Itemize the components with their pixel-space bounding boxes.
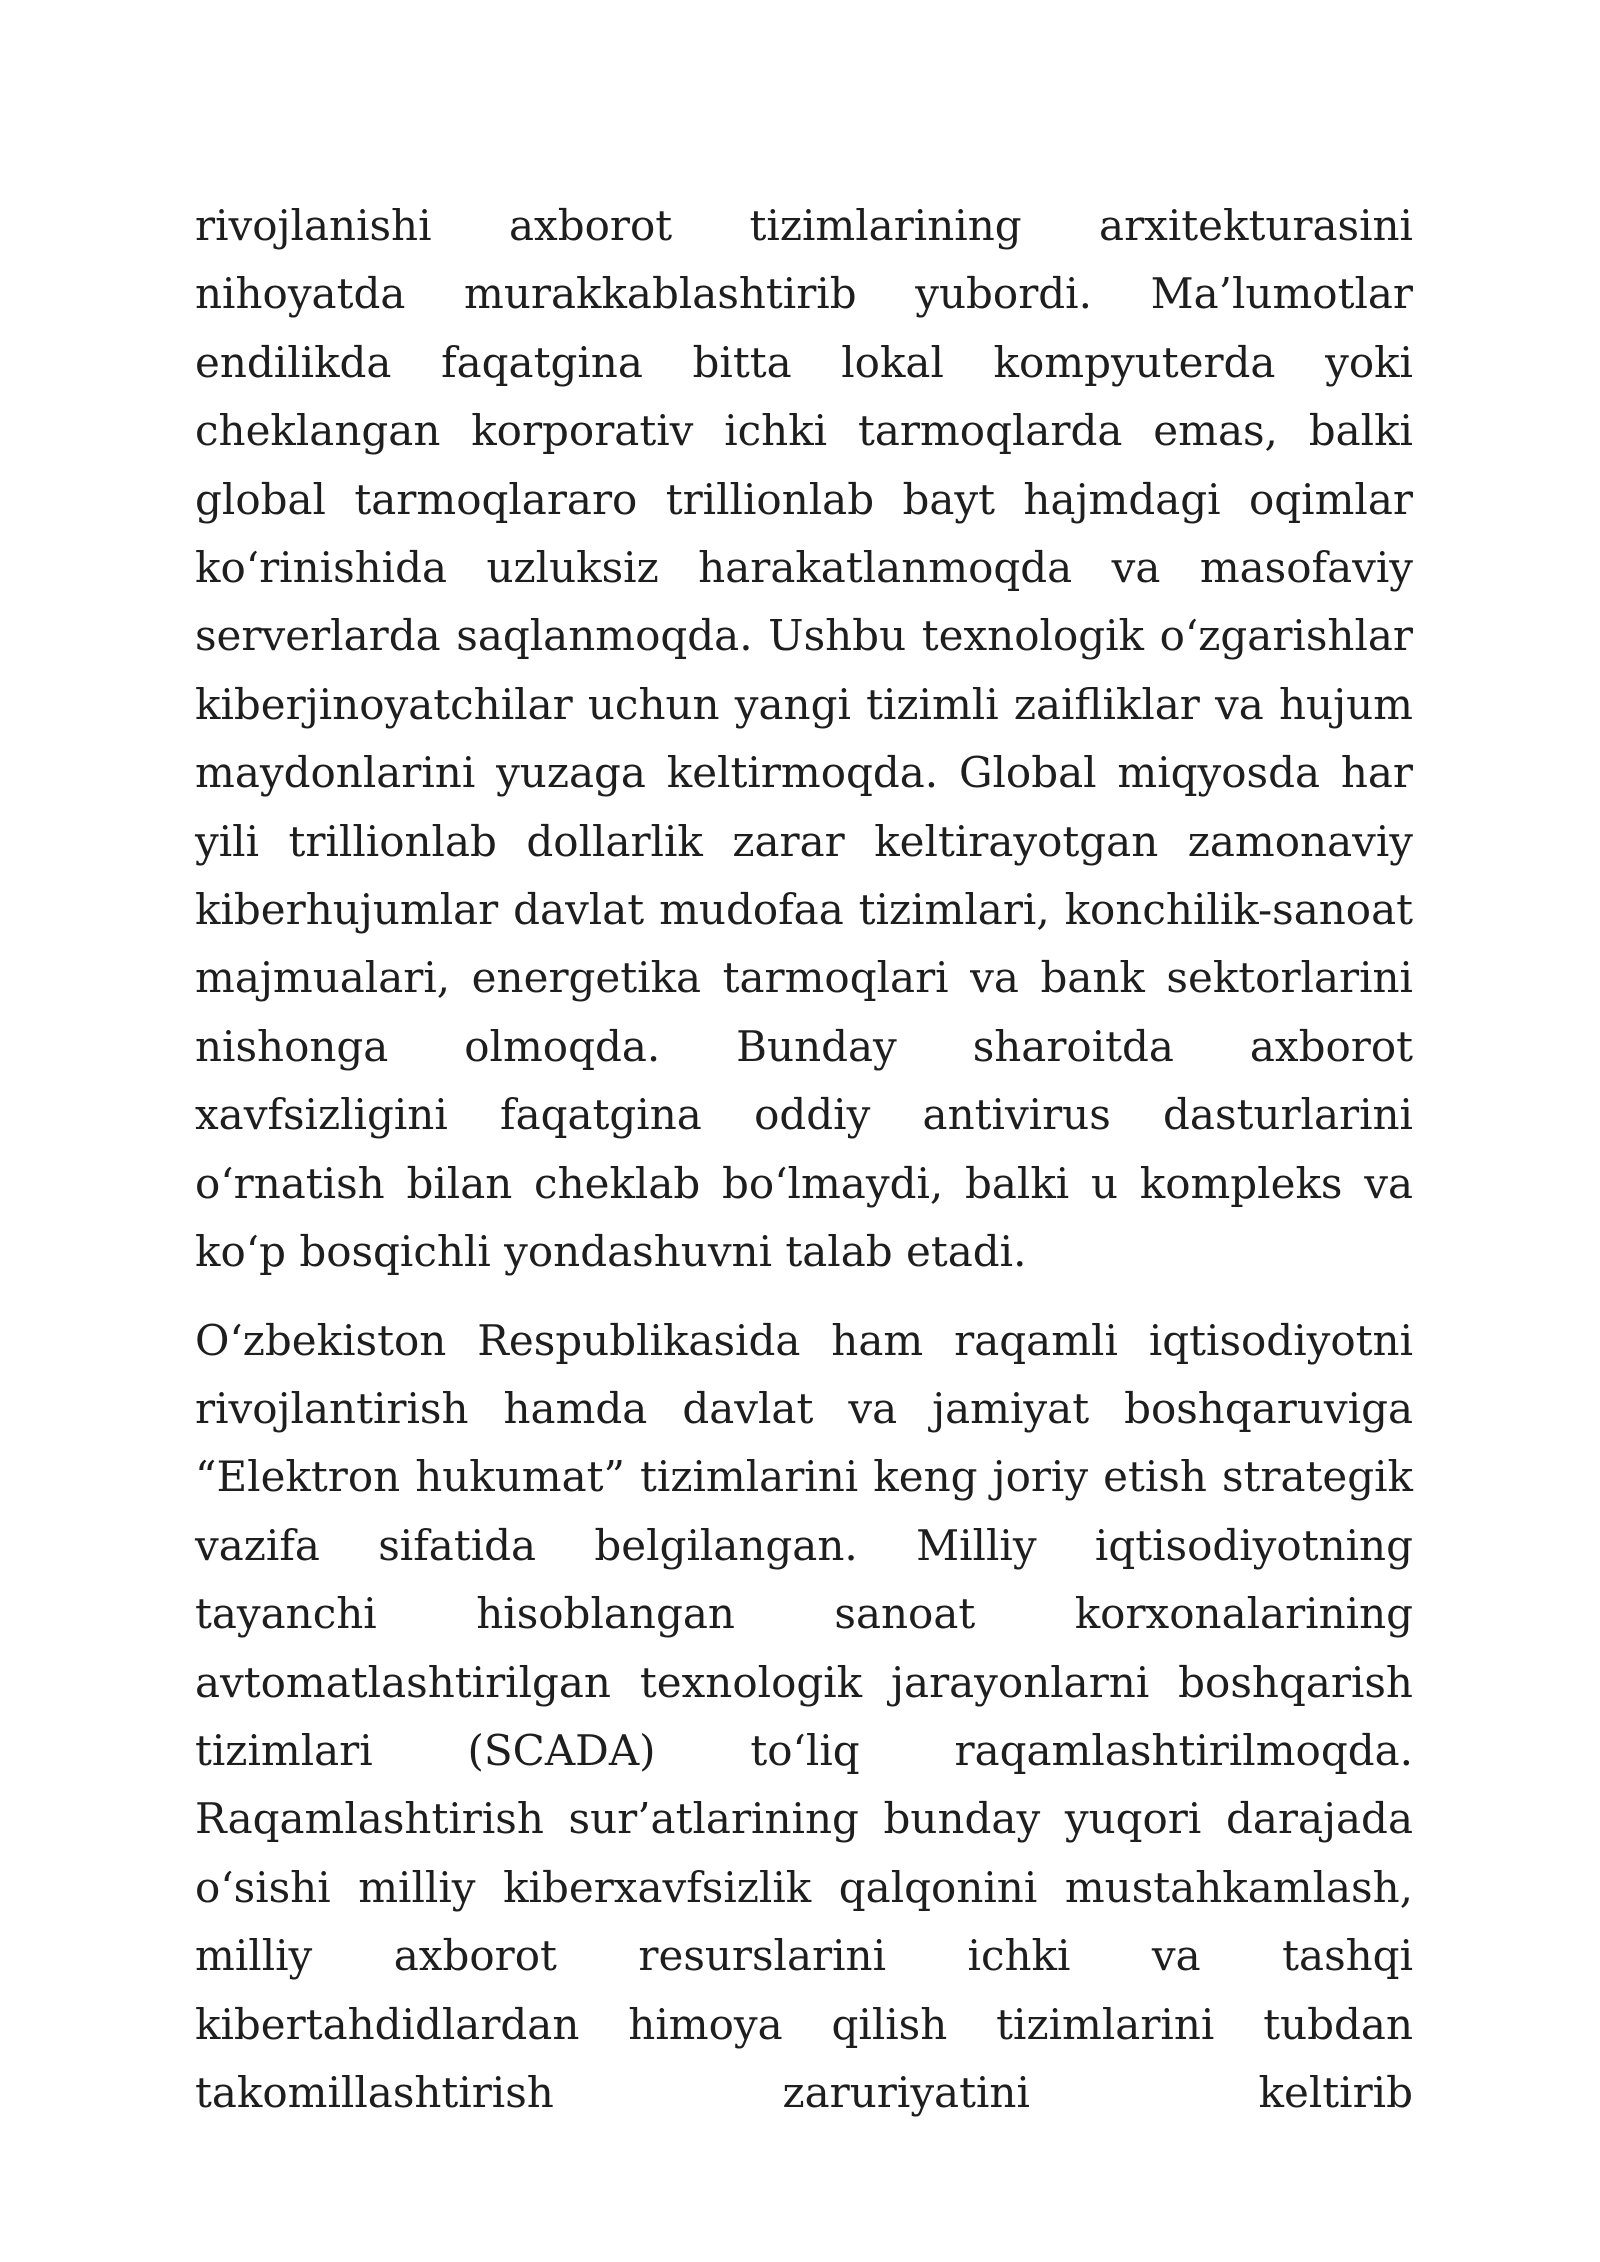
paragraph-uzbekistan-digitalization: O‘zbekiston Respublikasida ham raqamli iqtisodiyotni rivojlantirish hamda davlat va jamiyat boshqaruviga “Elektron hukumat” tizimlarini keng joriy etish strategik vazifa sifatida belgilangan. Milliy iqtisodiyotning tayanchi hisoblangan sanoat korxonalarining avtomatlashtirilgan texnologik jarayonlarni boshqarish tizimlari (SCADA) to‘liq raqamlashtirilmoqda. Raqamlashtirish sur’atlarining bunday yuqori darajada o‘sishi milliy kiberxavfsizlik qalqonini mustahkamlash, milliy axborot resurslarini ichki va tashqi kibertahdidlardan himoya qilish tizimlarini tubdan takomillashtirish zaruriyatini keltirib [195,1315,1414,2117]
paragraph-digital-architecture: rivojlanishi axborot tizimlarining arxitekturasini nihoyatda murakkablashtirib yubordi. Ma’lumotlar endilikda faqatgina bitta lokal kompyuterda yoki cheklangan korporativ ichki tarmoqlarda emas, balki global tarmoqlararo trillionlab bayt hajmdagi oqimlar ko‘rinishida uzluksiz harakatlanmoqda va masofaviy serverlarda saqlanmoqda. Ushbu texnologik o‘zgarishlar kiberjinoyatchilar uchun yangi tizimli zaifliklar va hujum maydonlarini yuzaga keltirmoqda. Global miqyosda har yili trillionlab dollarlik zarar keltirayotgan zamonaviy kiberhujumlar davlat mudofaa tizimlari, konchilik-sanoat majmualari, energetika tarmoqlari va bank sektorlarini nishonga olmoqda. Bunday sharoitda axborot xavfsizligini faqatgina oddiy antivirus dasturlarini o‘rnatish bilan cheklab bo‘lmaydi, balki u kompleks va ko‘p bosqichli yondashuvni talab etadi. [195,201,1413,1277]
body-text [195,192,1413,2127]
